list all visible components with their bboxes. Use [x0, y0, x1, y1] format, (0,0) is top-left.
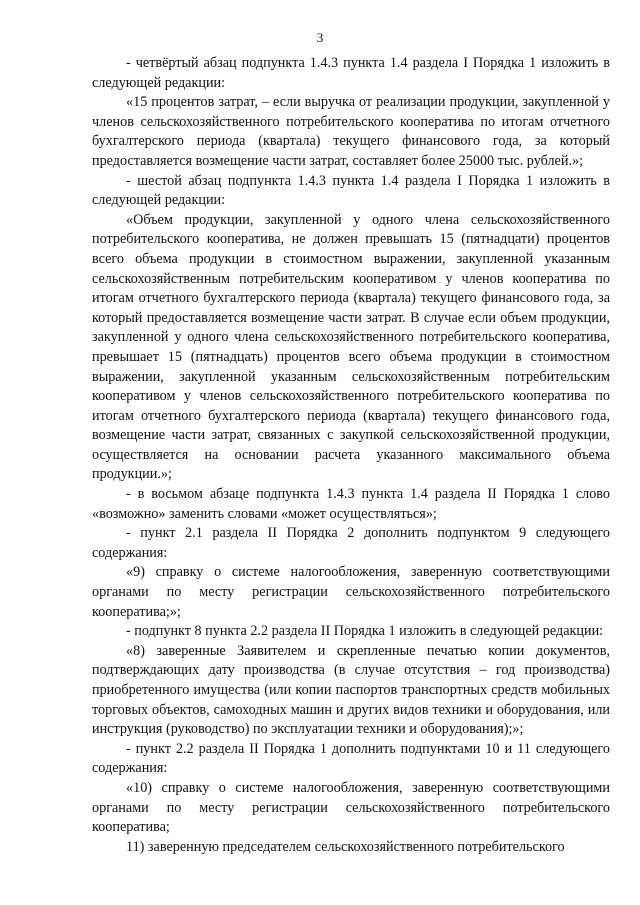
paragraph: «Объем продукции, закупленной у одного члена сельскохозяйственного потребительского кооператива, не должен превышать 15 (пятнадцати) процентов всего объема продукции в стоимостном выражении, закупленной указанным сельскохозяйственным потребительским кооперативом у членов кооператива по итогам отчетного бухгалтерского периода (квартала) текущего финансового года, за который предоставляется возмещение части затрат. В случае если объем продукции, закупленной у одного члена сельскохозяйственного потребительского кооператива, превышает 15 (пятнадцать) процентов всего объема продукции в стоимостном выражении, закупленной указанным сельскохозяйственным потребительским кооперативом у членов сельскохозяйственного потребительского кооператива по итогам отчетного бухгалтерского периода (квартала) текущего финансового года, возмещение части затрат, связанных с закупкой сельскохозяйственной продукции, осуществляется на основании расчета указанного максимального объема продукции.»; — [92, 211, 610, 483]
paragraph: - пункт 2.1 раздела II Порядка 2 дополнить подпунктом 9 следующего содержания: — [92, 525, 610, 561]
paragraph: 11) заверенную председателем сельскохозяйственного потребительского — [126, 838, 565, 855]
paragraph: «9) справку о системе налогообложения, заверенную соответствующими органами по месту регистрации сельскохозяйственного потребительского кооператива;»; — [92, 564, 610, 620]
paragraph: - четвёртый абзац подпункта 1.4.3 пункта 1.4 раздела I Порядка 1 изложить в следующей редакции: — [92, 55, 610, 91]
paragraph: «10) справку о системе налогообложения, заверенную соответствующими органами по месту регистрации сельскохозяйственного потребительского кооператива; — [92, 779, 610, 836]
paragraph: - шестой абзац подпункта 1.4.3 пункта 1.4 раздела I Порядка 1 изложить в следующей редакции: — [92, 172, 610, 209]
page-number: 3 — [316, 30, 324, 45]
document-body — [92, 54, 610, 857]
paragraph: «15 процентов затрат, – если выручка от реализации продукции, закупленной у членов сельскохозяйственного потребительского кооператива по итогам отчетного бухгалтерского периода (квартала) текущего финансового года, за который предоставляется возмещение части затрат, составляет более 25000 тыс. рублей.»; — [92, 94, 610, 169]
paragraph: - подпункт 8 пункта 2.2 раздела II Порядка 1 изложить в следующей редакции: — [126, 623, 604, 640]
paragraph: - в восьмом абзаце подпункта 1.4.3 пункта 1.4 раздела II Порядка 1 слово «возможно» заменить словами «может осуществляться»; — [92, 486, 610, 522]
paragraph: «8) заверенные Заявителем и скрепленные печатью копии документов, подтверждающих дату производства (в случае отсутствия – год производства) приобретенного имущества (или копии паспортов транспортных средств мобильных торговых объектов, самоходных машин и других видов техники и оборудования, или инструкция (руководство) по эксплуатации техники и оборудования);»; — [92, 642, 610, 738]
paragraph: - пункт 2.2 раздела II Порядка 1 дополнить подпунктами 10 и 11 следующего содержания: — [92, 740, 610, 777]
